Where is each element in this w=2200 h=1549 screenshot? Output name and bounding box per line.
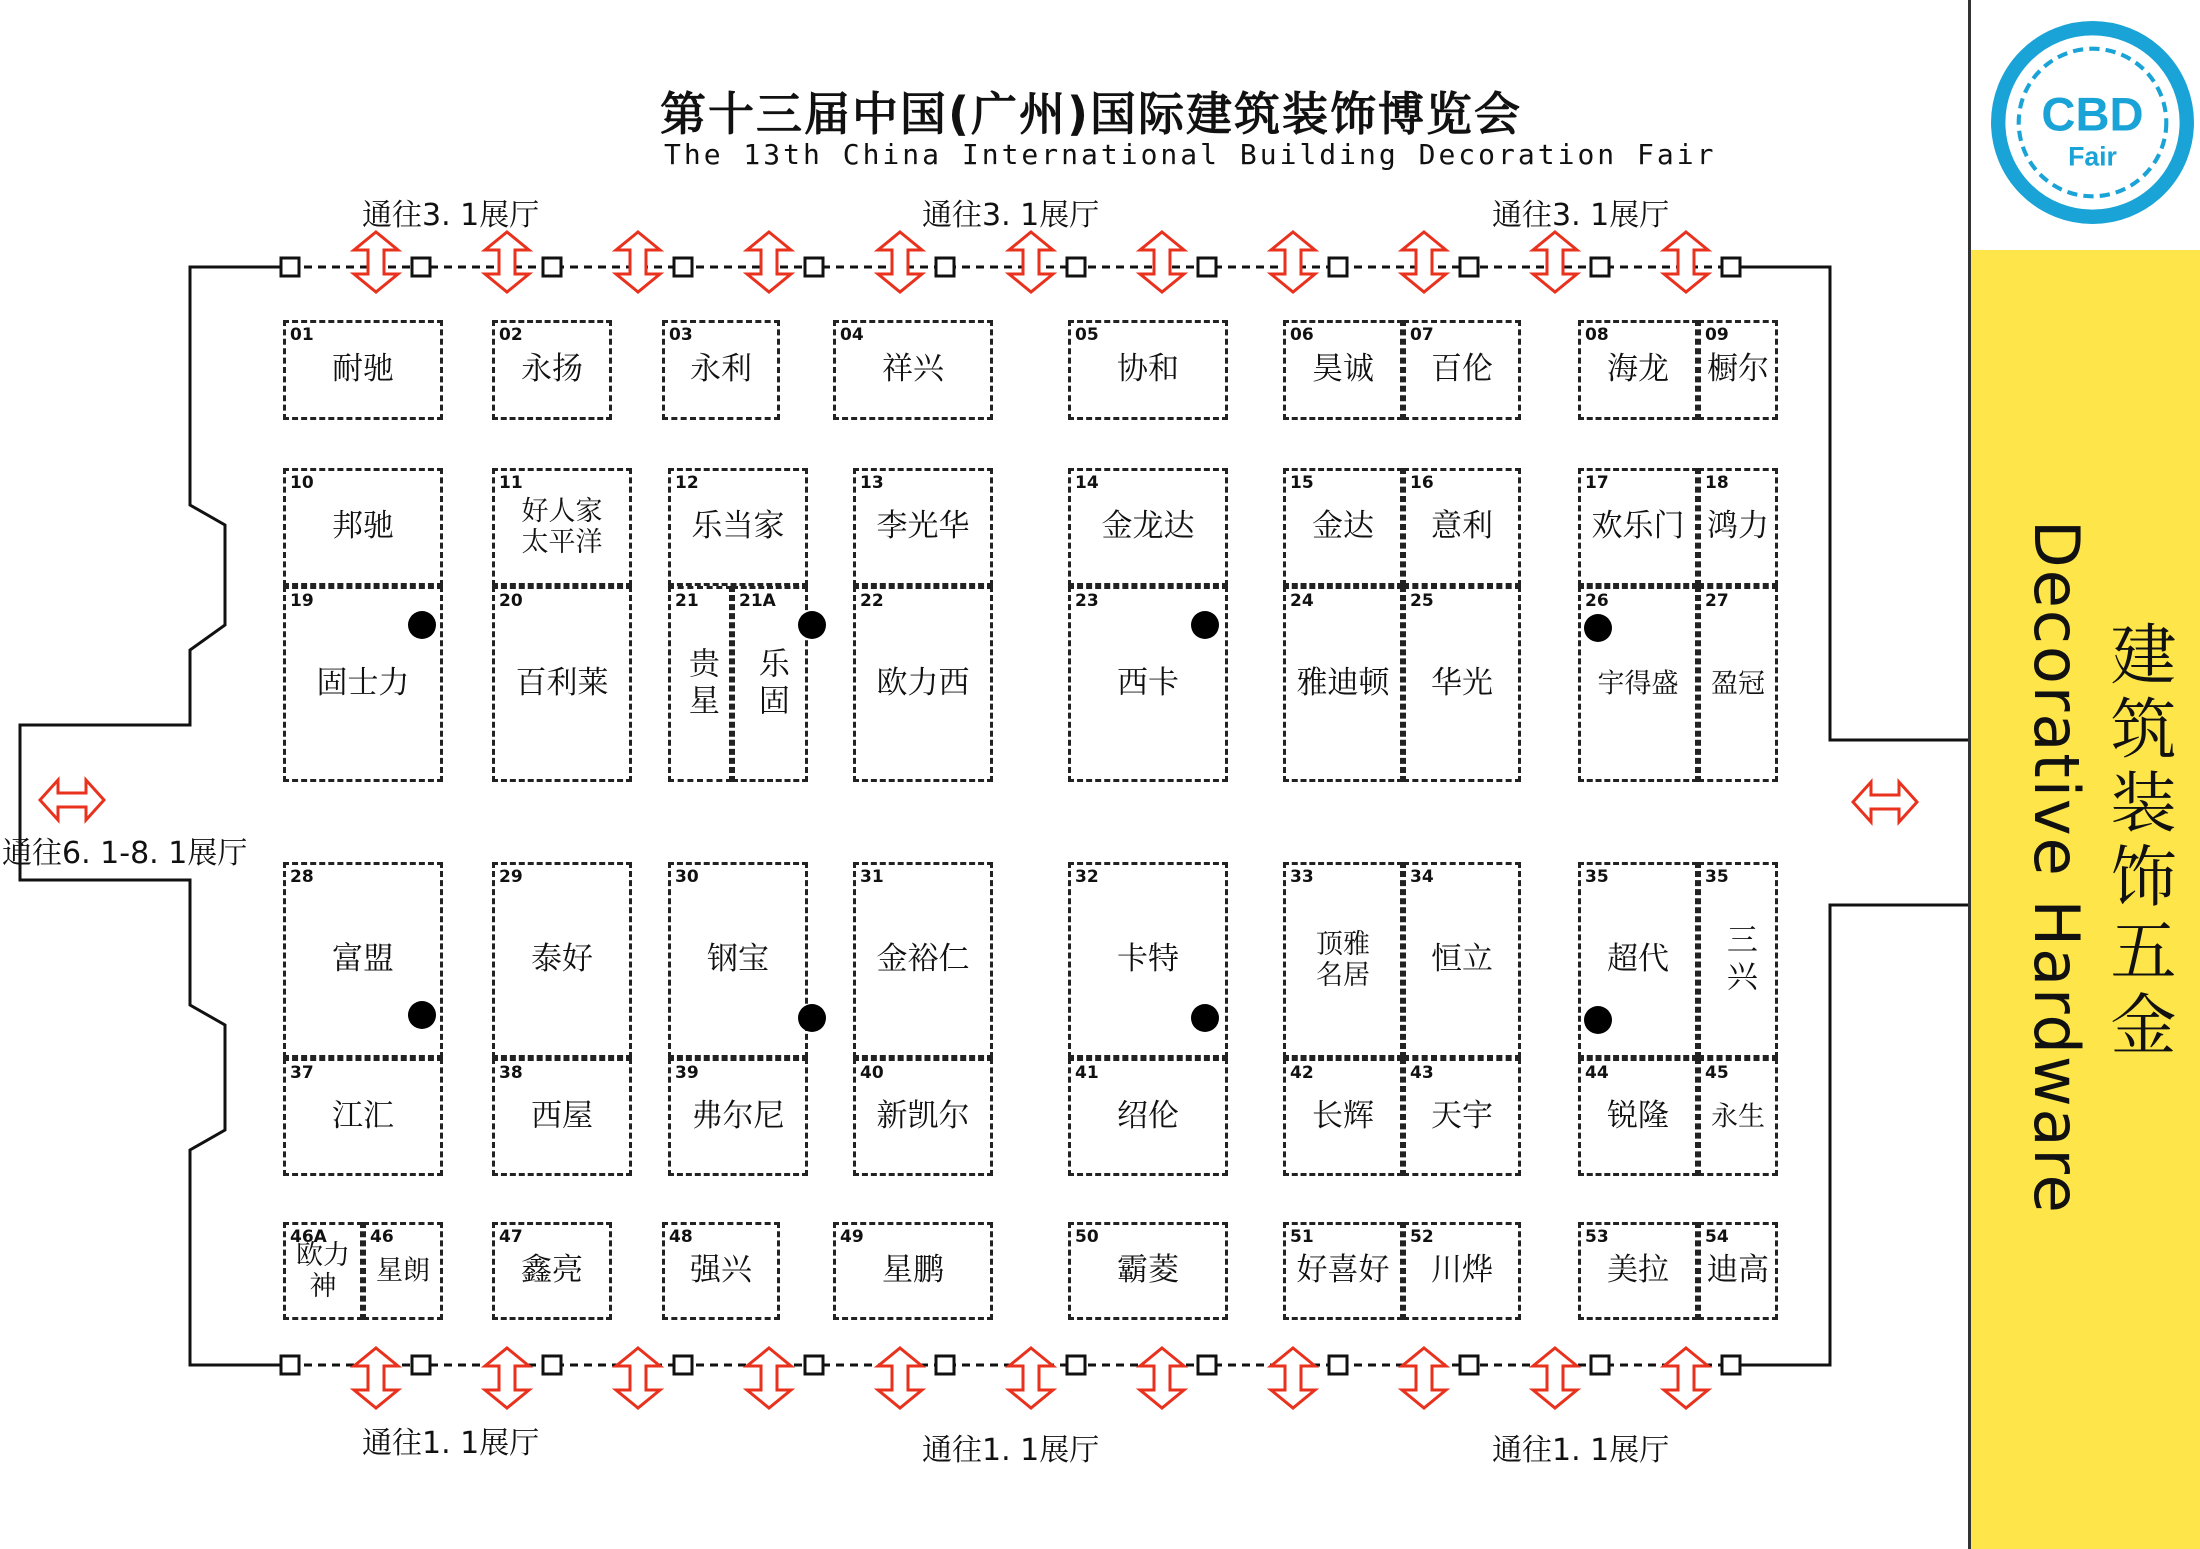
booth-exhibitor: 欧力神 [296,1239,350,1302]
access-bottom-1: 通往1. 1展厅 [362,1426,540,1461]
booth-number: 32 [1075,867,1099,887]
booth-number: 25 [1410,591,1434,611]
cbd-fair-logo [1990,20,2195,225]
booth-exhibitor: 金龙达 [1101,508,1195,545]
exit-arrow-icon [747,232,791,292]
access-top-2: 通往3. 1展厅 [922,198,1100,233]
booth-number: 07 [1410,325,1434,345]
booth-exhibitor: 星朗 [376,1255,430,1287]
booth-51[interactable] [1283,1222,1403,1320]
booth-exhibitor: 橱尔 [1707,351,1769,388]
booth-40[interactable] [853,1058,993,1176]
exit-arrow-icon [878,232,922,292]
booth-09[interactable] [1698,320,1778,420]
booth-number: 40 [860,1063,884,1083]
booth-number: 45 [1705,1063,1729,1083]
booth-02[interactable] [492,320,612,420]
booth-exhibitor: 协和 [1117,351,1179,388]
booth-exhibitor: 强兴 [690,1252,752,1289]
booth-29[interactable] [492,862,632,1058]
booth-number: 24 [1290,591,1314,611]
access-left: 通往6. 1-8. 1展厅 [2,836,248,871]
booth-exhibitor: 弗尔尼 [691,1098,785,1135]
wall-column [936,258,954,276]
booth-exhibitor: 迪高 [1707,1252,1769,1289]
wall-column [543,258,561,276]
booth-46a[interactable] [283,1222,363,1320]
booth-30[interactable] [668,862,808,1058]
booth-35[interactable] [1698,862,1778,1058]
exit-arrow-icon [1009,232,1053,292]
wall-column [281,1356,299,1374]
wall-column [1591,1356,1609,1374]
booth-exhibitor: 天宇 [1431,1098,1493,1135]
booth-number: 50 [1075,1227,1099,1247]
booth-number: 29 [499,867,523,887]
exit-arrow-icon [1271,232,1315,292]
wall-column [1067,258,1085,276]
booth-number: 13 [860,473,884,493]
booth-exhibitor: 欧力西 [876,665,970,702]
booth-39[interactable] [668,1058,808,1176]
booth-18[interactable] [1698,468,1778,586]
booth-number: 10 [290,473,314,493]
booth-number: 48 [669,1227,693,1247]
booth-exhibitor: 乐固 [752,647,789,721]
exit-arrow-icon [485,1348,529,1408]
booth-exhibitor: 雅迪顿 [1296,665,1390,702]
booth-13[interactable] [853,468,993,586]
exit-arrow-icon [1664,1348,1708,1408]
booth-number: 23 [1075,591,1099,611]
booth-49[interactable] [833,1222,993,1320]
booth-52[interactable] [1403,1222,1521,1320]
booth-number: 21 [675,591,699,611]
exit-arrow-icon [616,1348,660,1408]
booth-43[interactable] [1403,1058,1521,1176]
booth-number: 08 [1585,325,1609,345]
booth-exhibitor: 鑫亮 [521,1252,583,1289]
booth-exhibitor: 霸菱 [1117,1252,1179,1289]
booth-34[interactable] [1403,862,1521,1058]
booth-08[interactable] [1578,320,1698,420]
booth-exhibitor: 金达 [1312,508,1374,545]
exit-arrow-icon [1664,232,1708,292]
booth-31[interactable] [853,862,993,1058]
booth-exhibitor: 李光华 [876,508,970,545]
booth-number: 46A [290,1227,327,1247]
booth-20[interactable] [492,586,632,782]
wall-column [1460,1356,1478,1374]
pillar [408,611,436,639]
booth-16[interactable] [1403,468,1521,586]
booth-number: 04 [840,325,864,345]
booth-number: 19 [290,591,314,611]
booth-number: 09 [1705,325,1729,345]
wall-column [543,1356,561,1374]
pillar [1191,611,1219,639]
booth-number: 34 [1410,867,1434,887]
booth-number: 44 [1585,1063,1609,1083]
booth-exhibitor: 美拉 [1607,1252,1669,1289]
booth-21[interactable] [668,586,732,782]
booth-12[interactable] [668,468,808,586]
exit-arrow-icon [1140,1348,1184,1408]
booth-number: 05 [1075,325,1099,345]
booth-number: 39 [675,1063,699,1083]
wall-column [1198,258,1216,276]
wall-column [1460,258,1478,276]
exit-arrow-icon [1271,1348,1315,1408]
booth-number: 01 [290,325,314,345]
booth-number: 12 [675,473,699,493]
exit-arrow-icon [485,232,529,292]
booth-number: 38 [499,1063,523,1083]
booth-number: 35 [1585,867,1609,887]
booth-number: 37 [290,1063,314,1083]
booth-exhibitor: 卡特 [1117,941,1179,978]
exit-arrow-icon [1853,782,1917,822]
booth-10[interactable] [283,468,443,586]
booth-exhibitor: 新凯尔 [876,1098,970,1135]
booth-exhibitor: 固士力 [316,665,410,702]
booth-number: 52 [1410,1227,1434,1247]
exit-arrow-icon [878,1348,922,1408]
pillar [798,611,826,639]
booth-number: 49 [840,1227,864,1247]
booth-48[interactable] [662,1222,780,1320]
category-en: Decorative Hardware [2020,520,2093,1215]
booth-number: 22 [860,591,884,611]
booth-exhibitor: 富盟 [332,941,394,978]
booth-number: 31 [860,867,884,887]
booth-11[interactable] [492,468,632,586]
booth-number: 17 [1585,473,1609,493]
booth-45[interactable] [1698,1058,1778,1176]
booth-exhibitor: 好喜好 [1296,1252,1390,1289]
fair-title-cn: 第十三届中国(广州)国际建筑装饰博览会 [660,87,1523,141]
booth-exhibitor: 星鹏 [882,1252,944,1289]
exit-arrow-icon [1402,1348,1446,1408]
wall-column [281,258,299,276]
booth-54[interactable] [1698,1222,1778,1320]
booth-number: 46 [370,1227,394,1247]
booth-50[interactable] [1068,1222,1228,1320]
exit-arrow-icon [1009,1348,1053,1408]
exit-arrow-icon [1140,232,1184,292]
wall-column [805,1356,823,1374]
booth-exhibitor: 西卡 [1117,665,1179,702]
booth-exhibitor: 百利莱 [515,665,609,702]
booth-number: 47 [499,1227,523,1247]
booth-exhibitor: 超代 [1607,941,1669,978]
booth-exhibitor: 耐驰 [332,351,394,388]
booth-exhibitor: 顶雅 名居 [1316,928,1370,991]
wall-column [412,1356,430,1374]
booth-number: 28 [290,867,314,887]
booth-number: 42 [1290,1063,1314,1083]
booth-42[interactable] [1283,1058,1403,1176]
booth-number: 54 [1705,1227,1729,1247]
booth-exhibitor: 海龙 [1607,351,1669,388]
booth-number: 43 [1410,1063,1434,1083]
booth-exhibitor: 祥兴 [882,351,944,388]
pillar [798,1004,826,1032]
booth-number: 16 [1410,473,1434,493]
booth-number: 53 [1585,1227,1609,1247]
booth-number: 15 [1290,473,1314,493]
pillar [408,1001,436,1029]
exit-arrow-icon [747,1348,791,1408]
booth-41[interactable] [1068,1058,1228,1176]
booth-21a[interactable] [732,586,808,782]
booth-exhibitor: 三兴 [1720,923,1757,997]
wall-column [1329,258,1347,276]
booth-number: 30 [675,867,699,887]
booth-exhibitor: 永利 [690,351,752,388]
booth-27[interactable] [1698,586,1778,782]
booth-exhibitor: 欢乐门 [1591,508,1685,545]
booth-number: 06 [1290,325,1314,345]
booth-exhibitor: 意利 [1431,508,1493,545]
booth-15[interactable] [1283,468,1403,586]
booth-exhibitor: 宇得盛 [1597,668,1679,700]
booth-exhibitor: 恒立 [1431,941,1493,978]
booth-17[interactable] [1578,468,1698,586]
booth-number: 02 [499,325,523,345]
booth-exhibitor: 好人家 太平洋 [521,495,603,558]
booth-14[interactable] [1068,468,1228,586]
wall-column [936,1356,954,1374]
booth-44[interactable] [1578,1058,1698,1176]
access-bottom-2: 通往1. 1展厅 [922,1433,1100,1468]
booth-exhibitor: 昊诚 [1312,351,1374,388]
booth-exhibitor: 华光 [1431,665,1493,702]
wall-column [674,1356,692,1374]
pillar [1584,614,1612,642]
booth-exhibitor: 长辉 [1312,1098,1374,1135]
booth-number: 11 [499,473,523,493]
booth-number: 26 [1585,591,1609,611]
wall-column [1198,1356,1216,1374]
booth-exhibitor: 金裕仁 [876,941,970,978]
wall-column [412,258,430,276]
booth-number: 27 [1705,591,1729,611]
wall-column [1067,1356,1085,1374]
booth-05[interactable] [1068,320,1228,420]
booth-number: 20 [499,591,523,611]
access-bottom-3: 通往1. 1展厅 [1492,1433,1670,1468]
booth-number: 41 [1075,1063,1099,1083]
wall-column [674,258,692,276]
pillar [1191,1004,1219,1032]
wall-column [1722,1356,1740,1374]
exit-arrow-icon [354,232,398,292]
exit-arrow-icon [1533,232,1577,292]
booth-exhibitor: 江汇 [332,1098,394,1135]
booth-exhibitor: 盈冠 [1711,668,1765,700]
booth-exhibitor: 邦驰 [332,508,394,545]
booth-number: 33 [1290,867,1314,887]
booth-number: 14 [1075,473,1099,493]
logo-subtext: Fair [2068,141,2117,172]
booth-exhibitor: 绍伦 [1117,1098,1179,1135]
booth-exhibitor: 乐当家 [691,508,785,545]
booth-number: 51 [1290,1227,1314,1247]
booth-24[interactable] [1283,586,1403,782]
booth-exhibitor: 泰好 [531,941,593,978]
booth-exhibitor: 贵星 [682,647,719,721]
booth-06[interactable] [1283,320,1403,420]
booth-number: 03 [669,325,693,345]
booth-46[interactable] [363,1222,443,1320]
booth-38[interactable] [492,1058,632,1176]
booth-number: 18 [1705,473,1729,493]
booth-22[interactable] [853,586,993,782]
booth-53[interactable] [1578,1222,1698,1320]
wall-column [1591,258,1609,276]
booth-exhibitor: 川烨 [1431,1252,1493,1289]
booth-number: 35 [1705,867,1729,887]
access-top-3: 通往3. 1展厅 [1492,198,1670,233]
booth-exhibitor: 锐隆 [1607,1098,1669,1135]
exit-arrow-icon [40,780,104,820]
booth-exhibitor: 永生 [1711,1101,1765,1133]
category-cn: 建筑装饰五金 [2099,620,2176,1064]
booth-07[interactable] [1403,320,1521,420]
exit-arrow-icon [354,1348,398,1408]
exit-arrow-icon [1402,232,1446,292]
booth-number: 21A [739,591,776,611]
booth-25[interactable] [1403,586,1521,782]
booth-exhibitor: 鸿力 [1707,508,1769,545]
booth-03[interactable] [662,320,780,420]
booth-33[interactable] [1283,862,1403,1058]
wall-column [1329,1356,1347,1374]
pillar [1584,1006,1612,1034]
booth-exhibitor: 永扬 [521,351,583,388]
exit-arrow-icon [616,232,660,292]
booth-exhibitor: 百伦 [1431,351,1493,388]
booth-04[interactable] [833,320,993,420]
logo-text: CBD [2041,87,2144,141]
wall-column [1722,258,1740,276]
booth-01[interactable] [283,320,443,420]
fair-title-en: The 13th China International Building Decoration Fair [664,138,1717,171]
access-top-1: 通往3. 1展厅 [362,198,540,233]
booth-37[interactable] [283,1058,443,1176]
booth-exhibitor: 钢宝 [707,941,769,978]
booth-47[interactable] [492,1222,612,1320]
exit-arrow-icon [1533,1348,1577,1408]
wall-column [805,258,823,276]
booth-exhibitor: 西屋 [531,1098,593,1135]
